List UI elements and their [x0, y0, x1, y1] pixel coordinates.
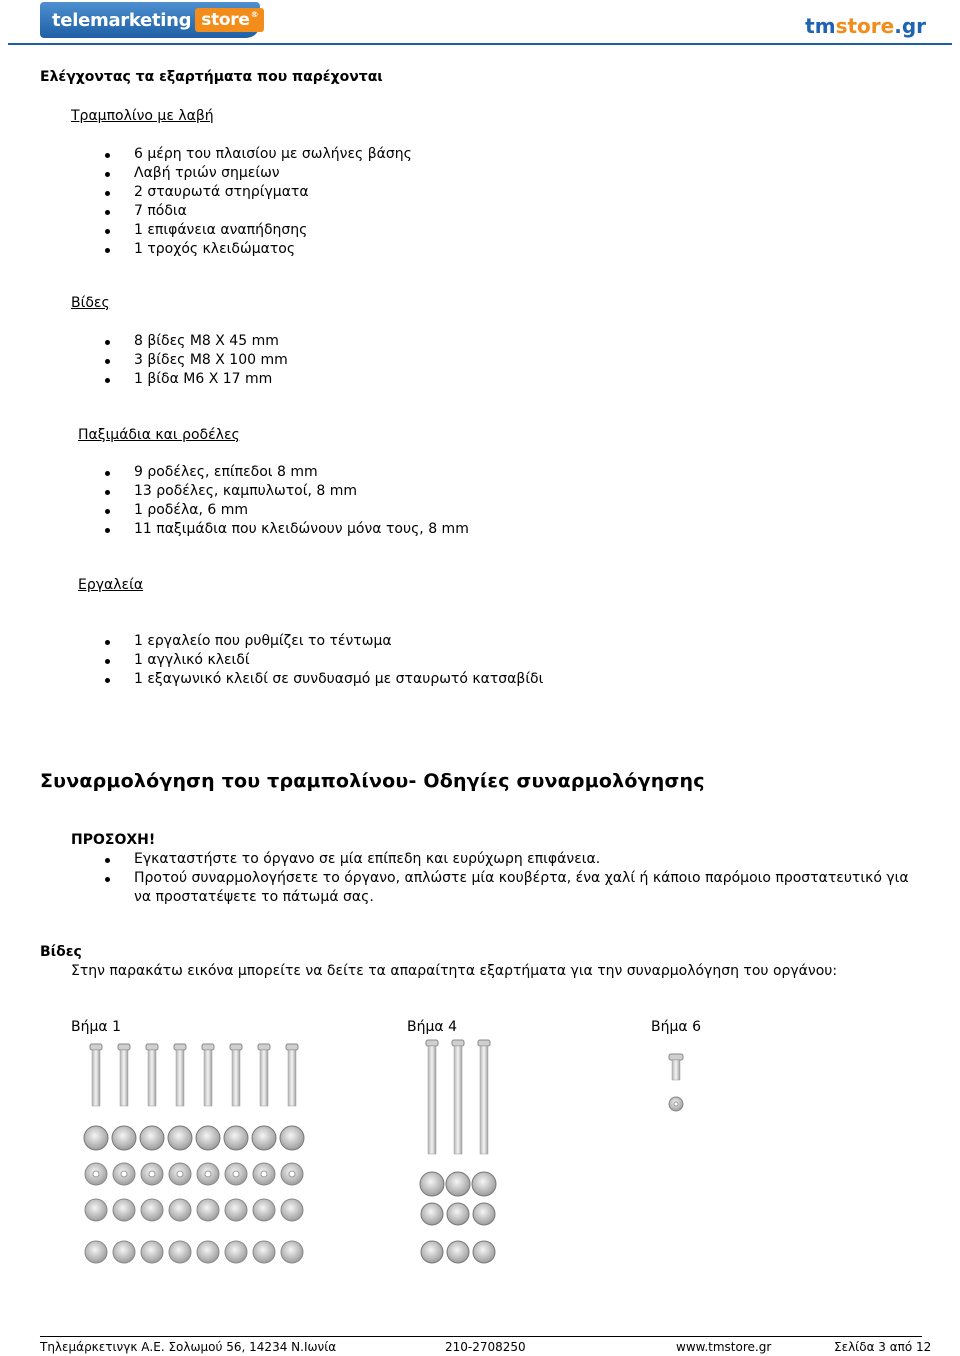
- section-title: Ελέγχοντας τα εξαρτήματα που παρέχονται: [40, 69, 383, 85]
- list-item: 1 αγγλικό κλειδί: [134, 651, 543, 670]
- list-item: 1 ροδέλα, 6 mm: [134, 501, 469, 520]
- list-item: 13 ροδέλες, καμπυλωτοί, 8 mm: [134, 482, 469, 501]
- logo-registered-mark: ®: [250, 10, 259, 19]
- list-item: Προτού συναρμολογήσετε το όργανο, απλώστε μία κουβέρτα, ένα χαλί ή κάποιο παρόμοιο προστατευτικό για να προστατέψετε το πάτωμά σας.: [134, 869, 924, 907]
- screws-list: [134, 332, 288, 389]
- list-item: 11 παξιμάδια που κλειδώνουν μόνα τους, 8 mm: [134, 521, 469, 537]
- warnings-list: [134, 850, 924, 907]
- brand-gr: .gr: [894, 14, 926, 38]
- logo-store-badge: [195, 8, 264, 32]
- step-6-label: Βήμα 6: [651, 1019, 701, 1035]
- hardware-illustration: [60, 1036, 720, 1326]
- step-1-label: Βήμα 1: [71, 1019, 121, 1035]
- footer-website: www.tmstore.gr: [676, 1340, 772, 1354]
- logo-main-text: telemarketing: [52, 9, 192, 31]
- footer-page-number: Σελίδα 3 από 12: [834, 1340, 932, 1354]
- list-item: 1 βίδα M6 X 17 mm: [134, 370, 288, 389]
- warning-label: ΠΡΟΣΟΧΗ!: [71, 832, 156, 848]
- list-item: Εγκαταστήστε το όργανο σε μία επίπεδη και ευρύχωρη επιφάνεια.: [134, 850, 924, 869]
- list-item: 1 επιφάνεια αναπήδησης: [134, 221, 412, 240]
- logo-store-text: store: [201, 10, 250, 30]
- header-divider: [8, 43, 952, 45]
- list-item: 7 πόδια: [134, 202, 412, 221]
- list-item: 1 εργαλείο που ρυθμίζει το τέντωμα: [134, 632, 543, 651]
- group-heading-tools: Εργαλεία: [78, 577, 144, 593]
- step-4-long-bolts: [426, 1040, 490, 1154]
- brand-tm: tm: [805, 14, 836, 38]
- list-item: 3 βίδες M8 X 100 mm: [134, 352, 288, 368]
- step-1-nuts-row: [84, 1126, 304, 1150]
- list-item: 1 εξαγωνικό κλειδί σε συνδυασμό με σταυρωτό κατσαβίδι: [134, 671, 544, 687]
- screws-description: Στην παρακάτω εικόνα μπορείτε να δείτε τα απαραίτητα εξαρτήματα για την συναρμολόγηση του οργάνου:: [71, 963, 838, 979]
- step-4-label: Βήμα 4: [407, 1019, 457, 1035]
- step-1-washers: [85, 1163, 303, 1263]
- list-item: 2 σταυρωτά στηρίγματα: [134, 183, 412, 202]
- footer-phone: 210-2708250: [445, 1340, 526, 1354]
- assembly-title: Συναρμολόγηση του τραμπολίνου- Οδηγίες συναρμολόγησης: [40, 770, 705, 792]
- list-item: 8 βίδες M8 X 45 mm: [134, 332, 288, 351]
- step-6-small-bolt: [669, 1054, 683, 1111]
- group-heading-screws: Βίδες: [71, 295, 110, 311]
- group-heading-trampoline: Τραμπολίνο με λαβή: [71, 108, 214, 124]
- step-1-short-bolts: [90, 1044, 298, 1106]
- list-item: 9 ροδέλες, επίπεδοι 8 mm: [134, 463, 469, 482]
- step-4-nuts-washers: [420, 1172, 496, 1263]
- screws-label: Βίδες: [40, 944, 82, 960]
- footer-divider: [40, 1336, 922, 1337]
- footer-company: Τηλεμάρκετινγκ Α.Ε. Σολωμού 56, 14234 Ν.Ιωνία: [40, 1340, 337, 1354]
- brand-store: store: [835, 14, 895, 38]
- list-item: Λαβή τριών σημείων: [134, 164, 412, 183]
- list-item: 6 μέρη του πλαισίου με σωλήνες βάσης: [134, 146, 412, 162]
- nuts-washers-list: [134, 463, 469, 539]
- group-heading-nuts-washers: Παξιμάδια και ροδέλες: [78, 427, 240, 443]
- tmstore-brand: [805, 14, 926, 38]
- tools-list: [134, 632, 543, 689]
- list-item: 1 τροχός κλειδώματος: [134, 240, 412, 259]
- telemarketing-store-logo: [40, 2, 260, 38]
- trampoline-parts-list: [134, 145, 412, 259]
